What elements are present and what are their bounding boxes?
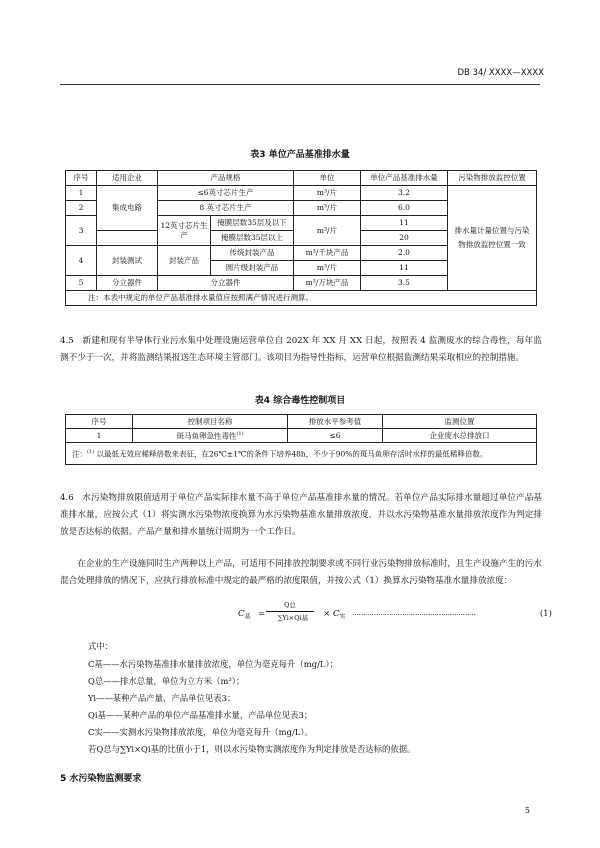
cell: 11	[361, 261, 448, 276]
para-4-5: 4.5 新建和现有半导体行业污水集中处理设施运营单位自 202X 年 XX 月 XX 日起，按照表 4 监测废水的综合毒性，每年监测不少于一次，并将监测结果报送生态环境主管部门。该项目为指导性指标，运营单位根据监测结果采取相应的控制措施。	[60, 336, 542, 363]
cell: m³/片	[294, 201, 361, 216]
formula-c-sub: 实	[339, 613, 346, 621]
formula-lhs-sub: 基	[244, 613, 251, 621]
def-qi: Qi基——某种产品的单位产品基准排水量，产品单位见表3；	[88, 710, 313, 720]
cell: 2	[66, 201, 97, 216]
formula-1	[238, 600, 552, 630]
cell: m³/片	[294, 261, 361, 276]
cell-monitor: 排水量计量位置与污染物排放监控位置一致	[448, 186, 537, 291]
formula-num: Q总	[266, 600, 314, 612]
note-label: 注：	[72, 449, 87, 459]
formula-times: ×	[323, 609, 331, 619]
th-item: 控制项目名称	[133, 415, 288, 429]
cell: 3.5	[361, 276, 448, 291]
def-q-total: Q总——排水总量，单位为立方米（m³）；	[88, 676, 245, 686]
cell: 4	[66, 246, 97, 276]
header-rule	[60, 84, 540, 85]
item-sup: (1)	[236, 431, 244, 438]
cell: 5	[66, 276, 97, 291]
cell: ≤6英寸芯片生产	[158, 186, 294, 201]
table-header-row	[66, 415, 537, 429]
cell: ≤6	[288, 429, 383, 443]
cell: 3	[66, 216, 97, 246]
formula-dots: …………………………………………………	[352, 609, 476, 617]
cell: 1	[66, 429, 133, 443]
th-baseline: 单位产品基准排水量	[361, 171, 448, 186]
th-monitor: 污染物排放监控位置	[448, 171, 537, 186]
cell-item	[133, 429, 288, 443]
cell-enterprise-ic: 集成电路	[97, 186, 158, 231]
def-c-actual: C实——实测水污染物排放浓度，单位为毫克每升（mg/L）。	[88, 727, 313, 737]
cell: m³/片	[294, 216, 361, 246]
cell: 1	[66, 186, 97, 201]
item-name: 斑马鱼卵急性毒性	[176, 431, 237, 441]
th-spec: 产品规格	[158, 171, 294, 186]
table3-note: 注：本表中规定的单位产品基准排水量值应按照满产情况进行测算。	[66, 291, 537, 306]
cell: 分立器件	[97, 276, 158, 291]
para-4-6: 4.6 水污染物排放限值适用于单位产品实际排水量不高于单位产品基准排水量的情况。若单位产品实际排水量超过单位产品基准排水量，应按公式（1）将实测水污染物浓度换算为水污染物基准水量排放浓度，并以水污染物基准水量排放浓度作为判定排放是否达标的依据。产品产量和排水量统计周期为一个工作日。	[60, 493, 542, 537]
where-label: 式中：	[88, 641, 114, 651]
cell: m³/片	[294, 186, 361, 201]
def-yi: Yi——某种产品产量，产品单位见表3；	[88, 693, 236, 703]
table3	[65, 170, 537, 306]
cell: 封装产品	[158, 246, 211, 276]
table-header-row	[66, 171, 537, 186]
section-5-heading: 5 水污染物监测要求	[60, 774, 142, 784]
th-no: 序号	[66, 415, 133, 429]
cell: 8 英寸芯片生产	[158, 201, 294, 216]
th-location: 监测位置	[383, 415, 537, 429]
cell: 传统封装产品	[211, 246, 294, 261]
cell: 20	[361, 231, 448, 246]
def-c-base: C基——水污染物基准排水量排放浓度，单位为毫克每升（mg/L）；	[88, 659, 339, 669]
para-4-6b: 在企业的生产设施同时生产两种以上产品，可适用不同排放控制要求或不同行业污染物排放标准时，且生产设施产生的污水混合处理排放的情况下，应执行排放标准中规定的最严格的浓度限值，并按公式（1）换算水污染物基准水量排放浓度：	[60, 559, 542, 586]
note-text: 以最低无效应稀释倍数来表征，在26℃±1℃的条件下培养48h，不少于90%的斑马鱼卵存活时水样的最低稀释倍数。	[96, 449, 488, 459]
th-ref: 排放水平参考值	[288, 415, 383, 429]
th-enterprise: 适用企业	[97, 171, 158, 186]
note-sup: (1)	[87, 449, 95, 455]
page-number: 5	[524, 806, 530, 815]
cell: 分立器件	[158, 276, 294, 291]
cell: 6.0	[361, 201, 448, 216]
table4-caption: 表4 综合毒性控制项目	[254, 396, 346, 406]
table-row	[66, 429, 537, 443]
cell: 掩膜层数35层以上	[211, 231, 294, 246]
table3-caption: 表3 单位产品基准排水量	[250, 150, 350, 160]
cell: 2.0	[361, 246, 448, 261]
cell: 掩膜层数35层及以下	[211, 216, 294, 231]
table-note-row	[66, 291, 537, 306]
cell: 圆片级封装产品	[211, 261, 294, 276]
cell: 11	[361, 216, 448, 231]
formula-den: ∑Yi×Qi基	[277, 614, 309, 622]
doc-code: DB 34/ XXXX—XXXX	[457, 68, 544, 78]
th-no: 序号	[66, 171, 97, 186]
cell: m³/万块产品	[294, 276, 361, 291]
cell: 企业废水总排放口	[383, 429, 537, 443]
formula-c: C	[333, 609, 340, 619]
formula-lhs: C	[238, 609, 245, 619]
cell: m³/千块产品	[294, 246, 361, 261]
table4	[65, 414, 537, 465]
cell: 12英寸芯片生产	[158, 216, 211, 246]
table4-note	[66, 443, 537, 465]
formula-number: (1)	[539, 609, 552, 619]
cell-empty	[97, 231, 158, 246]
cell: 3.2	[361, 186, 448, 201]
table-note-row	[66, 443, 537, 465]
ratio-rule: 若Q总与∑Yi×Qi基的比值小于1，则以水污染物实测浓度作为判定排放是否达标的依据。	[88, 744, 416, 754]
formula-eq: =	[258, 609, 266, 619]
table-row	[66, 186, 537, 201]
cell-enterprise-pkg: 封装测试	[97, 246, 158, 276]
th-unit: 单位	[294, 171, 361, 186]
